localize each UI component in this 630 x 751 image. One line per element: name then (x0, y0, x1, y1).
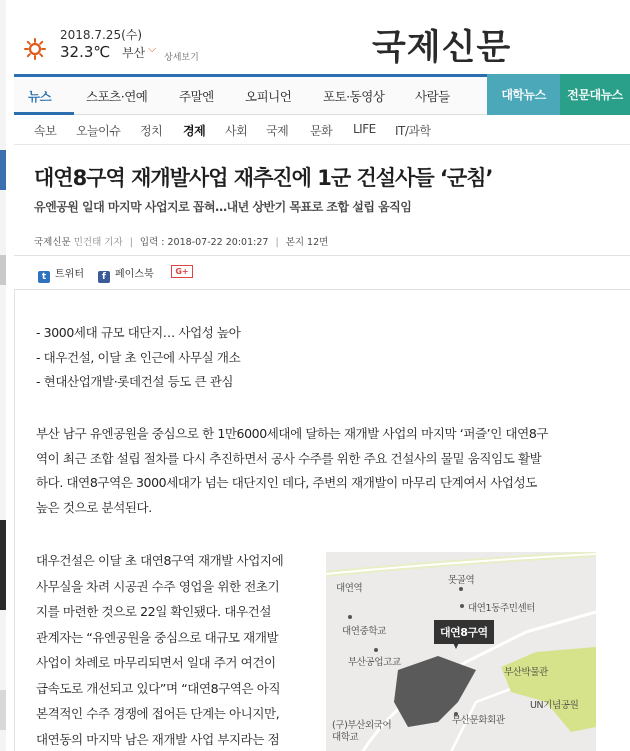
article-paragraph (36, 548, 316, 751)
map-label-station2: 대연역 (336, 583, 363, 594)
twitter-icon: t (38, 271, 50, 283)
nav-item-univ-news[interactable]: 대학뉴스 (487, 74, 560, 115)
article-subtitle: 유엔공원 일대 마지막 사업지로 꼽혀…내년 상반기 목표로 조합 설립 움직임 (34, 200, 412, 214)
article-reporter[interactable]: 민건태 기자 (73, 237, 123, 248)
map-target-tag: 대연8구역 (434, 620, 494, 644)
article-meta (34, 234, 328, 248)
paragraph-line: 사업이 차례로 마무리되면서 일대 주거 여건이 (36, 655, 276, 670)
share-googleplus-button[interactable] (171, 265, 193, 281)
site-logo[interactable]: 국제신문 (372, 27, 512, 68)
article-paragraph (36, 422, 607, 520)
share-twitter-button[interactable] (38, 265, 84, 281)
nav-item-opinion[interactable]: 오피니언 (245, 89, 292, 104)
park-area (501, 647, 596, 732)
paragraph-line: 대우건설은 이달 초 대연8구역 재개발 사업지에 (36, 553, 284, 568)
nav-item-news[interactable]: 뉴스 (28, 89, 52, 104)
paragraph-line: 급속도로 개선되고 있다”며 “대연8구역은 아직 (36, 680, 281, 696)
sub-nav (14, 115, 630, 145)
weather-detail-link[interactable]: 상세보기 (164, 53, 199, 63)
article-headline: 대연8구역 재개발사업 재추진에 1군 건설사들 ‘군침’ (34, 166, 493, 190)
article-summary (36, 321, 240, 395)
paragraph-line: 본격적인 수주 경쟁에 접어든 단계는 아니지만, (36, 706, 280, 721)
left-edge-strip (0, 0, 6, 751)
paragraph-line: 역이 최근 조합 설립 절차를 다시 추진하면서 공사 수주를 위한 주요 건설사의 물밑 움직임도 활발 (36, 450, 542, 466)
nav-item-photo-video[interactable]: 포토·동영상 (323, 89, 385, 104)
main-nav (14, 74, 630, 115)
nav-item-weekend[interactable]: 주말엔 (179, 89, 214, 104)
subnav-item-economy[interactable]: 경제 (183, 124, 206, 138)
summary-item: - 현대산업개발·롯데건설 등도 큰 관심 (36, 374, 234, 389)
map-label-museum: 부산박물관 (504, 667, 548, 678)
top-bar (14, 20, 614, 70)
map-marker (459, 587, 463, 591)
map-label-park: UN기념공원 (530, 700, 579, 711)
map-label-center: 대연1동주민센터 (468, 603, 536, 614)
region-selector[interactable]: 부산 (122, 46, 146, 60)
article-source: 국제신문 (34, 237, 71, 248)
subnav-item-life[interactable]: LIFE (353, 122, 376, 136)
subnav-item-society[interactable]: 사회 (225, 124, 248, 138)
meta-divider: | (129, 237, 133, 248)
nav-item-sports[interactable]: 스포츠·연예 (86, 89, 148, 104)
meta-divider: | (275, 237, 279, 248)
paragraph-line: 부산 남구 유엔공원을 중심으로 한 1만6000세대에 달하는 재개발 사업의 마지막 ‘퍼즐’인 대연8구 (36, 426, 549, 441)
map-marker (460, 604, 464, 608)
paragraph-line: 높은 것으로 분석된다. (36, 499, 152, 515)
facebook-icon: f (98, 271, 110, 283)
map-label-university: (구)부산외국어 대학교 (332, 720, 392, 743)
share-facebook-label: 페이스북 (115, 269, 154, 280)
summary-item: - 3000세대 규모 대단지… 사업성 높아 (36, 325, 241, 340)
chevron-down-icon[interactable]: ⌵ (148, 42, 157, 55)
paragraph-line: 관계자는 “유엔공원을 중심으로 대규모 재개발 (36, 629, 279, 645)
sun-icon (24, 38, 46, 60)
subnav-item-breaking[interactable]: 속보 (34, 124, 57, 138)
subnav-item-international[interactable]: 국제 (266, 124, 289, 138)
map-label-middle-school: 대연중학교 (342, 626, 386, 637)
map-marker (374, 648, 378, 652)
article-published: 입력 : 2018-07-22 20:01:27 (139, 237, 269, 248)
weather-date: 2018.7.25(수) (60, 28, 143, 42)
paragraph-line: 사무실을 차려 시공권 수주 영업을 위한 전초기 (36, 578, 280, 594)
googleplus-icon: G+ (171, 265, 193, 278)
nav-item-college-news[interactable]: 전문대뉴스 (560, 74, 630, 115)
paragraph-line: 대연동의 마지막 남은 재개발 사업 부지라는 점 (36, 731, 280, 747)
nav-item-people[interactable]: 사람들 (415, 89, 450, 104)
location-map[interactable] (326, 552, 596, 751)
map-marker (348, 615, 352, 619)
map-label-station1: 못골역 (448, 575, 475, 586)
weather-temperature: 32.3℃ (60, 43, 111, 61)
map-label-culture: 부산문화회관 (452, 715, 505, 726)
paragraph-line: 하다. 대연8구역은 3000세대가 넘는 대단지인 데다, 주변의 재개발이 마무리 단계여서 사업성도 (36, 475, 537, 490)
subnav-item-culture[interactable]: 문화 (310, 124, 333, 138)
subnav-item-today-issue[interactable]: 오늘이슈 (76, 124, 121, 138)
summary-item: - 대우건설, 이달 초 인근에 사무실 개소 (36, 349, 241, 365)
article-page: 본지 12면 (285, 237, 329, 248)
share-facebook-button[interactable] (98, 265, 154, 281)
map-label-high-school: 부산공업고교 (348, 657, 401, 668)
share-twitter-label: 트위터 (55, 269, 84, 280)
subnav-item-it-science[interactable]: IT/과학 (395, 124, 431, 138)
divider (14, 255, 630, 256)
subnav-item-politics[interactable]: 정치 (140, 124, 163, 138)
paragraph-line: 지를 마련한 것으로 22일 확인됐다. 대우건설 (36, 604, 272, 619)
